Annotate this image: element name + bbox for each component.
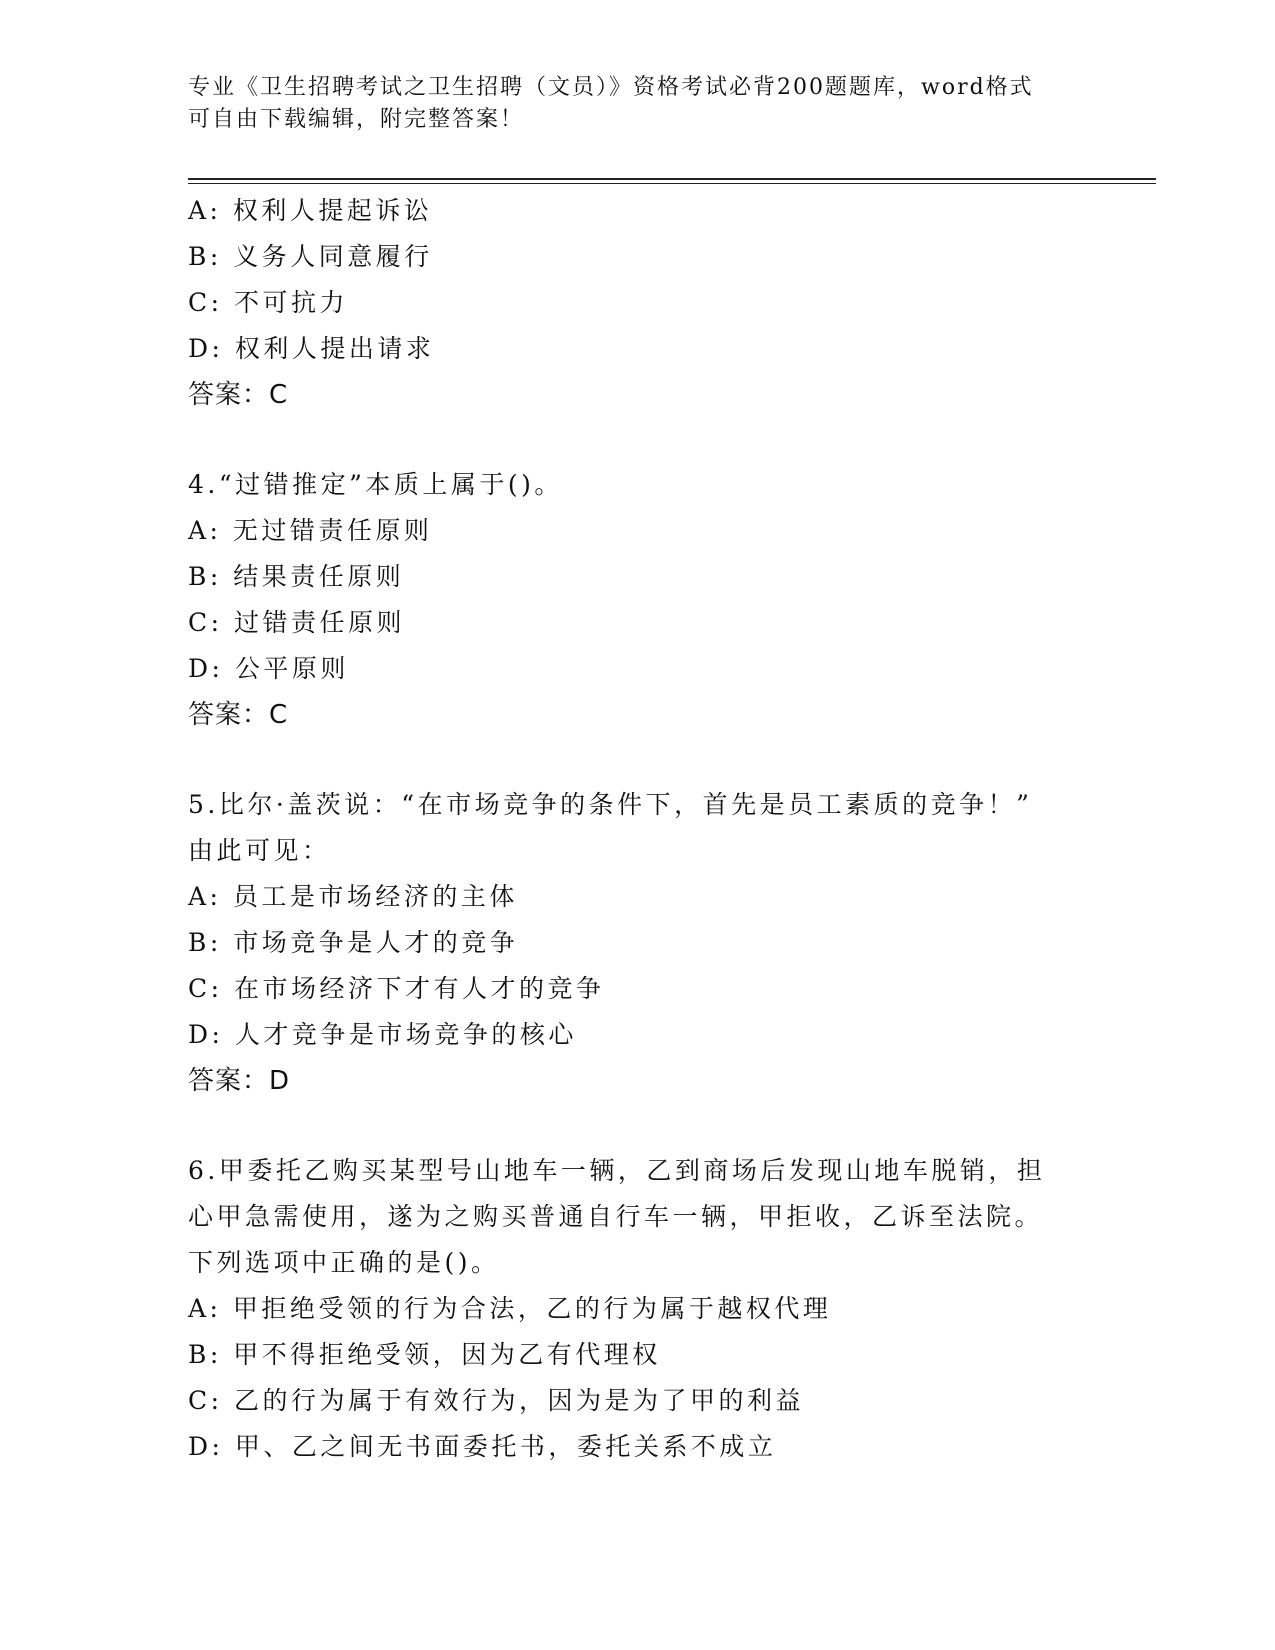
question-6-block: [188, 1148, 1088, 1470]
option-b: B: 义务人同意履行: [188, 242, 433, 271]
question-3-block: [188, 188, 1088, 418]
option-a: A: 无过错责任原则: [188, 516, 433, 545]
option-b: B: 市场竞争是人才的竞争: [188, 928, 519, 957]
document-header: [188, 72, 1088, 136]
option-d: D: 权利人提出请求: [188, 334, 435, 363]
question-stem-cont: 下列选项中正确的是()。: [188, 1248, 500, 1277]
option-c: C: 过错责任原则: [188, 608, 405, 637]
option-a: A: 员工是市场经济的主体: [188, 882, 518, 911]
option-c: C: 乙的行为属于有效行为，因为是为了甲的利益: [188, 1386, 804, 1415]
option-a: A: 甲拒绝受领的行为合法，乙的行为属于越权代理: [188, 1294, 832, 1323]
option-c: C: 在市场经济下才有人才的竞争: [188, 974, 605, 1003]
question-stem-cont: 心甲急需使用，遂为之购买普通自行车一辆，甲拒收，乙诉至法院。: [188, 1202, 1044, 1231]
header-divider-thick: [188, 178, 1156, 180]
option-d: D: 甲、乙之间无书面委托书，委托关系不成立: [188, 1432, 777, 1461]
question-stem-cont: 由此可见：: [188, 836, 331, 865]
answer-text: 答案：D: [188, 1066, 291, 1096]
question-stem: 4.“过错推定”本质上属于()。: [188, 470, 563, 499]
option-a: A: 权利人提起诉讼: [188, 196, 433, 225]
option-d: D: 人才竞争是市场竞争的核心: [188, 1020, 577, 1049]
option-d: D: 公平原则: [188, 654, 349, 683]
header-line-1: 专业《卫生招聘考试之卫生招聘（文员）》资格考试必背200题题库，word格式: [188, 75, 1034, 100]
header-divider-thin: [188, 183, 1156, 184]
option-b: B: 甲不得拒绝受领，因为乙有代理权: [188, 1340, 661, 1369]
answer-text: 答案：C: [188, 700, 289, 730]
question-stem: 5.比尔·盖茨说：“在市场竞争的条件下，首先是员工素质的竞争！”: [188, 790, 1033, 819]
answer-text: 答案：C: [188, 380, 289, 410]
question-4-block: [188, 462, 1088, 738]
question-list: [188, 188, 1088, 1470]
question-stem: 6.甲委托乙购买某型号山地车一辆，乙到商场后发现山地车脱销，担: [188, 1156, 1046, 1185]
question-5-block: [188, 782, 1088, 1104]
option-c: C: 不可抗力: [188, 288, 348, 317]
option-b: B: 结果责任原则: [188, 562, 405, 591]
header-line-2: 可自由下载编辑，附完整答案！: [188, 107, 525, 132]
